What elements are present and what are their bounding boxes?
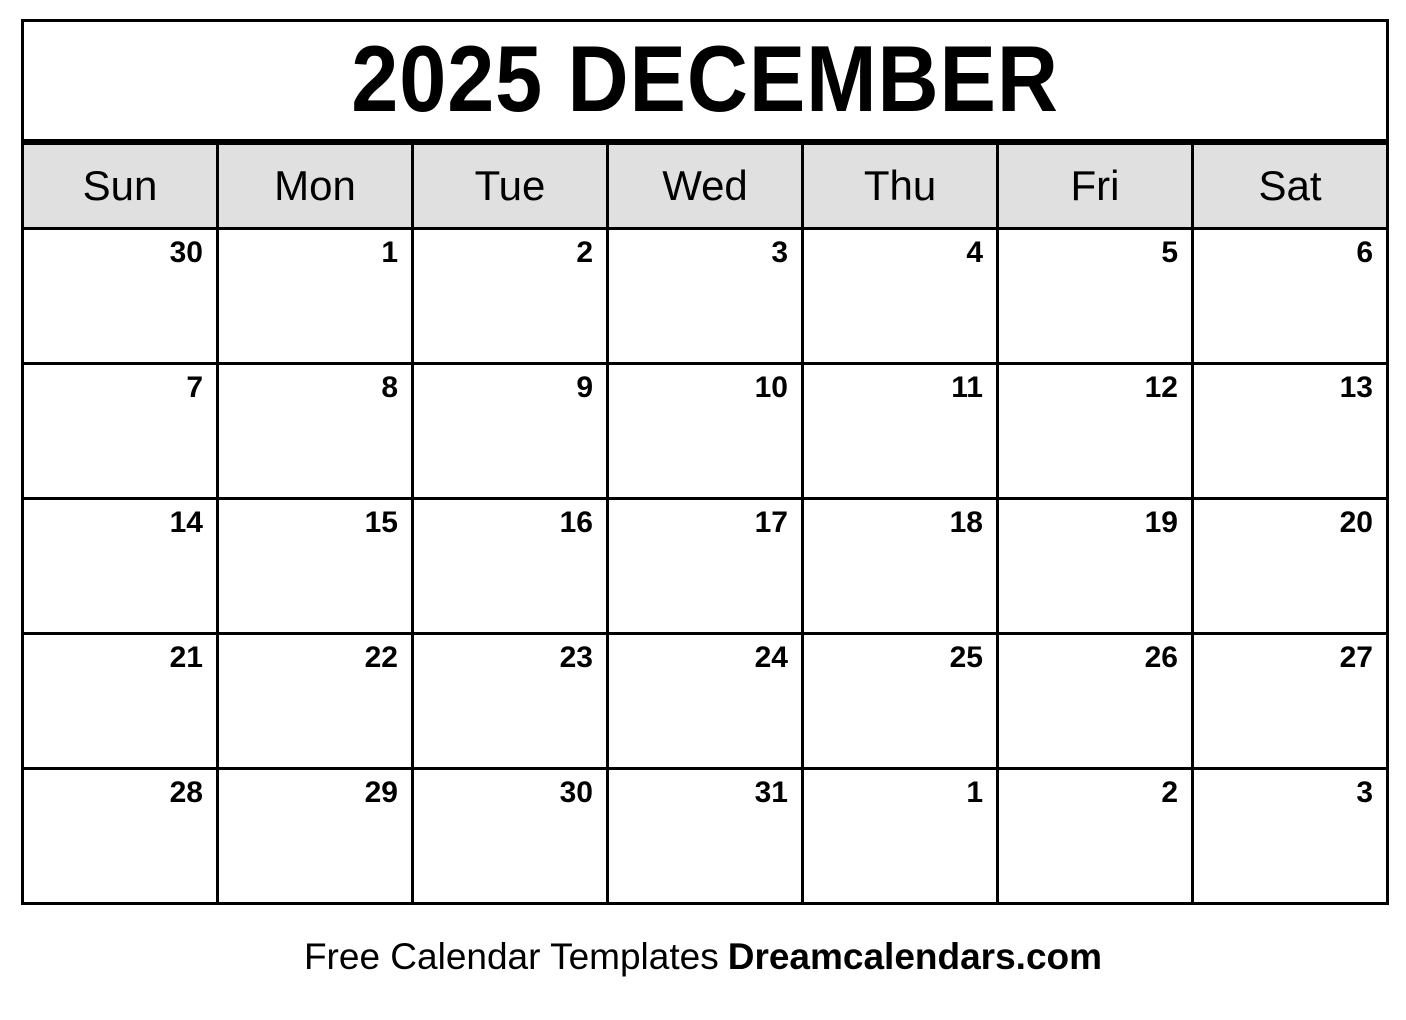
day-cell [1193, 499, 1388, 634]
day-cell [608, 364, 803, 499]
day-cell [608, 634, 803, 769]
day-cell [1193, 634, 1388, 769]
day-number: 30 [559, 776, 593, 809]
day-number: 9 [576, 371, 593, 404]
day-cell [413, 364, 608, 499]
day-cell [218, 634, 413, 769]
day-number: 31 [754, 776, 788, 809]
weekday-header-mon: Mon [218, 144, 413, 229]
footer-brand-name: Dreamcalendars.com [727, 936, 1103, 977]
day-cell [998, 364, 1193, 499]
day-cell [1193, 769, 1388, 904]
day-number: 26 [1144, 641, 1178, 674]
day-number: 2 [576, 236, 593, 269]
day-cell [998, 769, 1193, 904]
day-number: 5 [1161, 236, 1178, 269]
day-cell [998, 229, 1193, 364]
day-number: 3 [771, 236, 788, 269]
day-number: 21 [169, 641, 203, 674]
day-cell [1193, 364, 1388, 499]
day-number: 1 [966, 776, 983, 809]
day-cell [413, 634, 608, 769]
day-number: 29 [364, 776, 398, 809]
day-number: 23 [559, 641, 593, 674]
calendar-title-box [21, 19, 1389, 142]
day-number: 16 [559, 506, 593, 539]
day-number: 2 [1161, 776, 1178, 809]
calendar-week-row [23, 499, 1388, 634]
calendar-week-row [23, 364, 1388, 499]
day-number: 14 [169, 506, 203, 539]
day-cell [413, 769, 608, 904]
day-number: 20 [1339, 506, 1373, 539]
day-cell [998, 499, 1193, 634]
day-number: 7 [186, 371, 203, 404]
day-cell [23, 769, 218, 904]
day-cell [218, 769, 413, 904]
day-cell [23, 364, 218, 499]
day-number: 12 [1144, 371, 1178, 404]
calendar-week-row [23, 634, 1388, 769]
day-number: 25 [949, 641, 983, 674]
day-number: 10 [754, 371, 788, 404]
weekday-header-sun: Sun [23, 144, 218, 229]
footer-text: Free Calendar Templates [303, 936, 719, 977]
day-number: 4 [966, 236, 983, 269]
day-cell [803, 229, 998, 364]
day-number: 15 [364, 506, 398, 539]
day-number: 17 [754, 506, 788, 539]
calendar-title: 2025 DECEMBER [351, 25, 1059, 131]
day-number: 8 [381, 371, 398, 404]
day-number: 30 [169, 236, 203, 269]
weekday-header-fri: Fri [998, 144, 1193, 229]
day-cell [1193, 229, 1388, 364]
day-number: 19 [1144, 506, 1178, 539]
day-number: 6 [1356, 236, 1373, 269]
weekday-header-thu: Thu [803, 144, 998, 229]
day-number: 11 [951, 371, 983, 404]
weekday-header-row [23, 144, 1388, 229]
day-number: 1 [381, 236, 398, 269]
day-number: 13 [1339, 371, 1373, 404]
day-cell [803, 364, 998, 499]
day-cell [608, 499, 803, 634]
calendar-week-row [23, 769, 1388, 904]
day-cell [803, 499, 998, 634]
footer-caption [0, 936, 1406, 979]
calendar-week-row [23, 229, 1388, 364]
day-cell [413, 229, 608, 364]
day-number: 22 [364, 641, 398, 674]
day-cell [23, 634, 218, 769]
day-number: 24 [754, 641, 788, 674]
day-cell [218, 364, 413, 499]
day-number: 3 [1356, 776, 1373, 809]
weekday-header-sat: Sat [1193, 144, 1388, 229]
day-cell [608, 229, 803, 364]
day-number: 28 [169, 776, 203, 809]
day-cell [998, 634, 1193, 769]
calendar-grid [21, 142, 1389, 905]
day-number: 27 [1339, 641, 1373, 674]
day-cell [803, 634, 998, 769]
day-cell [23, 499, 218, 634]
day-cell [218, 229, 413, 364]
day-cell [218, 499, 413, 634]
day-number: 18 [949, 506, 983, 539]
day-cell [413, 499, 608, 634]
weekday-header-wed: Wed [608, 144, 803, 229]
weekday-header-tue: Tue [413, 144, 608, 229]
day-cell [803, 769, 998, 904]
day-cell [23, 229, 218, 364]
day-cell [608, 769, 803, 904]
